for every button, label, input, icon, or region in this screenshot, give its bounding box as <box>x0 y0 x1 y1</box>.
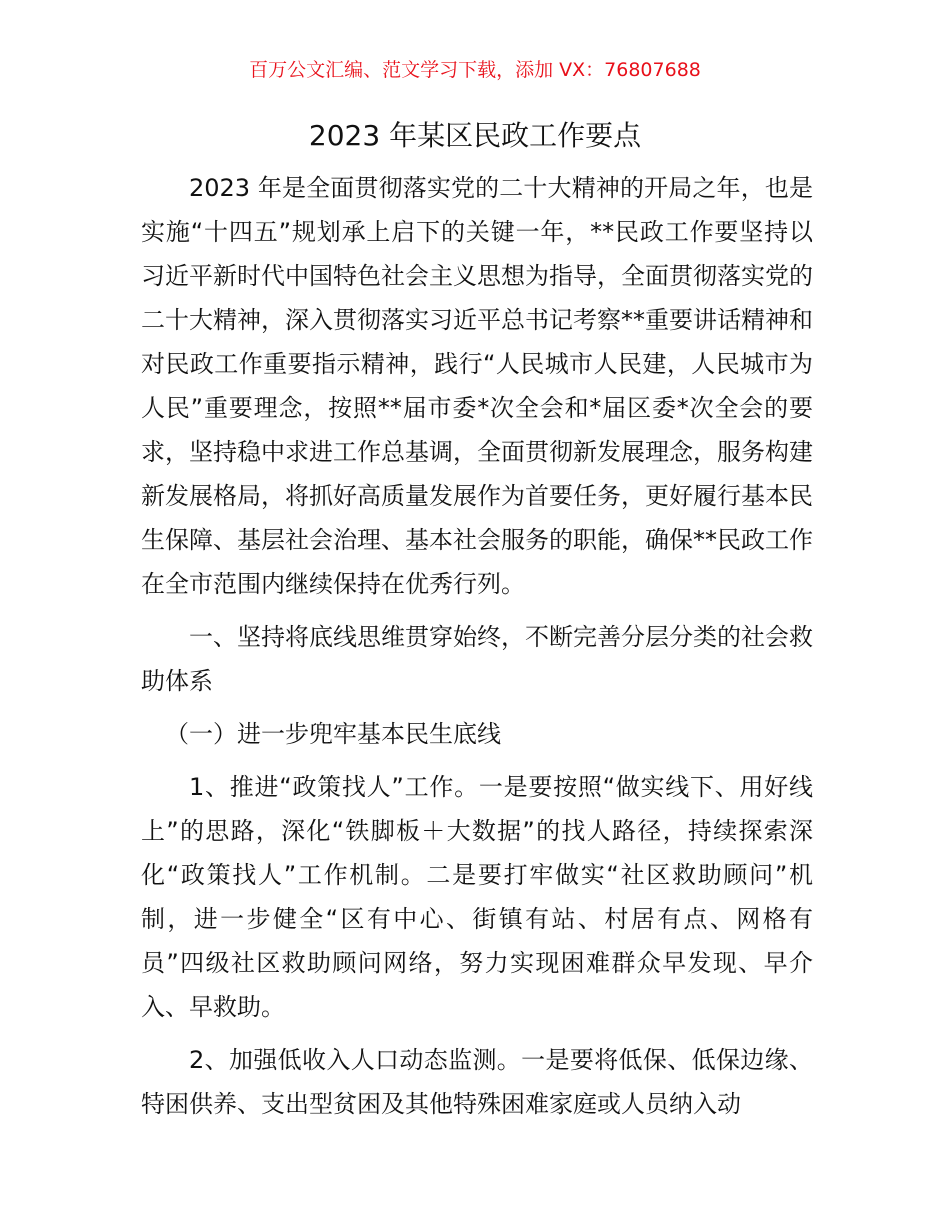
watermark-header: 百万公文汇编、范文学习下载，添加 VX：76807688 <box>249 59 701 81</box>
intro-paragraph: 2023 年是全面贯彻落实党的二十大精神的开局之年，也是实施“十四五”规划承上启下的关键一年，**民政工作要坚持以习近平新时代中国特色社会主义思想为指导，全面贯彻落实党的二十大精神，深入贯彻落实习近平总书记考察**重要讲话精神和对民政工作重要指示精神，践行“人民城市人民建，人民城市为人民”重要理念，按照**届市委*次全会和*届区委*次全会的要求，坚持稳中求进工作总基调，全面贯彻新发展理念，服务构建新发展格局，将抓好高质量发展作为首要任务，更好履行基本民生保障、基层社会治理、基本社会服务的职能，确保**民政工作在全市范围内继续保持在优秀行列。 <box>141 174 813 598</box>
item-paragraph-2: 2、加强低收入人口动态监测。一是要将低保、低保边缘、特困供养、支出型贫困及其他特殊困难家庭或人员纳入动 <box>141 1046 813 1118</box>
item-paragraph-1: 1、推进“政策找人”工作。一是要按照“做实线下、用好线上”的思路，深化“铁脚板＋大数据”的找人路径，持续探索深化“政策找人”工作机制。二是要打牢做实“社区救助顾问”机制，进一步健全“区有中心、街镇有站、村居有点、网格有员”四级社区救助顾问网络，努力实现困难群众早发现、早介入、早救助。 <box>141 773 813 1021</box>
document-body <box>141 166 813 1126</box>
document-title: 2023 年某区民政工作要点 <box>308 119 642 152</box>
subsection-heading-1: （一）进一步兜牢基本民生底线 <box>165 720 501 748</box>
section-heading-1: 一、坚持将底线思维贯穿始终，不断完善分层分类的社会救助体系 <box>141 623 813 695</box>
